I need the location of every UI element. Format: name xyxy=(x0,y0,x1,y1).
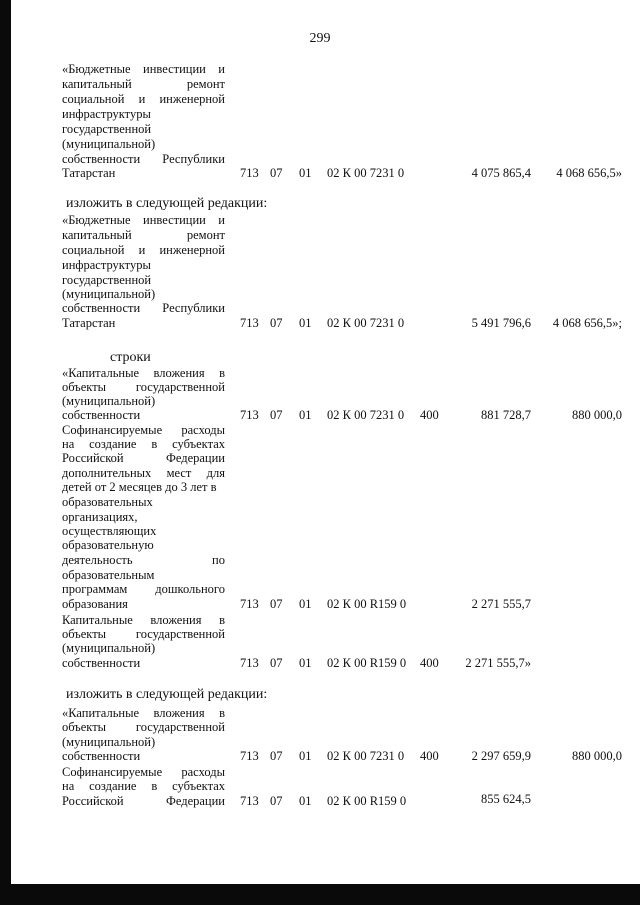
text-line: Татарстан xyxy=(62,316,116,330)
cell-target-article: 02 К 00 7231 0 xyxy=(327,749,405,763)
cell-section: 07 xyxy=(270,597,283,611)
cell-section: 07 xyxy=(270,656,283,670)
text-line: «Капитальные вложения в xyxy=(62,706,225,720)
cell-target-article: 02 К 00 R159 0 xyxy=(327,656,407,670)
text-line: на создание в субъектах xyxy=(62,779,225,793)
cell-subsection: 01 xyxy=(299,597,312,611)
cell-section: 07 xyxy=(270,166,283,180)
text-line: капитальный ремонт xyxy=(62,77,225,91)
cell-sum-year2: 880 000,0 xyxy=(572,408,622,422)
cell-target-article: 02 К 00 7231 0 xyxy=(327,166,405,180)
text-line: деятельность по xyxy=(62,553,225,567)
cell-subsection: 01 xyxy=(299,749,312,763)
text-line: «Бюджетные инвестиции и xyxy=(62,62,225,76)
text-line: (муниципальной) xyxy=(62,137,156,151)
cell-subsection: 01 xyxy=(299,408,312,422)
cell-expense-type: 400 xyxy=(420,408,439,422)
cell-section: 07 xyxy=(270,794,283,808)
text-line: Капитальные вложения в xyxy=(62,613,225,627)
cell-sum-year1: 4 075 865,4 xyxy=(471,166,531,180)
cell-sum-year2: 4 068 656,5» xyxy=(556,166,622,180)
cell-sum-year1: 5 491 796,6 xyxy=(471,316,531,330)
cell-subsection: 01 xyxy=(299,316,312,330)
cell-ministry-code: 713 xyxy=(240,316,259,330)
text-line: капитальный ремонт xyxy=(62,228,225,242)
text-line: собственности Республики xyxy=(62,301,225,315)
text-line: образования xyxy=(62,597,128,611)
cell-ministry-code: 713 xyxy=(240,794,259,808)
edit-instruction: изложить в следующей редакции: xyxy=(66,687,268,702)
text-line: Софинансируемые расходы xyxy=(62,765,225,779)
text-line: инфраструктуры xyxy=(62,107,151,121)
text-line: государственной xyxy=(62,122,152,136)
cell-target-article: 02 К 00 7231 0 xyxy=(327,316,405,330)
text-line: собственности xyxy=(62,749,141,763)
cell-section: 07 xyxy=(270,749,283,763)
text-line: объекты государственной xyxy=(62,627,225,641)
text-line: программам дошкольного xyxy=(62,582,225,596)
text-line: Российской Федерации xyxy=(62,794,225,808)
text-line: Российской Федерации xyxy=(62,451,225,465)
cell-ministry-code: 713 xyxy=(240,749,259,763)
edit-instruction: изложить в следующей редакции: xyxy=(66,196,268,211)
text-line: «Капитальные вложения в xyxy=(62,366,225,380)
text-line: собственности xyxy=(62,408,141,422)
text-line: (муниципальной) xyxy=(62,394,156,408)
cell-expense-type: 400 xyxy=(420,749,439,763)
scan-left-edge xyxy=(0,0,11,905)
cell-ministry-code: 713 xyxy=(240,597,259,611)
scan-bottom-edge xyxy=(0,884,640,905)
text-line: социальной и инженерной xyxy=(62,243,225,257)
text-line: (муниципальной) xyxy=(62,735,156,749)
text-line: (муниципальной) xyxy=(62,641,156,655)
text-line: (муниципальной) xyxy=(62,287,156,301)
text-line: на создание в субъектах xyxy=(62,437,225,451)
text-line: собственности Республики xyxy=(62,152,225,166)
text-line: Софинансируемые расходы xyxy=(62,423,225,437)
text-line: осуществляющих xyxy=(62,524,157,538)
text-line: инфраструктуры xyxy=(62,258,151,272)
cell-target-article: 02 К 00 7231 0 xyxy=(327,408,405,422)
text-line: дополнительных мест для xyxy=(62,466,225,480)
cell-section: 07 xyxy=(270,316,283,330)
cell-sum-year1: 881 728,7 xyxy=(481,408,531,422)
text-line: объекты государственной xyxy=(62,380,225,394)
cell-ministry-code: 713 xyxy=(240,166,259,180)
text-line: организациях, xyxy=(62,510,138,524)
cell-ministry-code: 713 xyxy=(240,656,259,670)
cell-sum-year2: 4 068 656,5»; xyxy=(552,316,622,330)
cell-sum-year1: 2 271 555,7» xyxy=(465,656,531,670)
text-line: детей от 2 месяцев до 3 лет в xyxy=(62,480,217,494)
cell-subsection: 01 xyxy=(299,794,312,808)
cell-sum-year1: 2 297 659,9 xyxy=(471,749,531,763)
text-line: «Бюджетные инвестиции и xyxy=(62,213,225,227)
cell-target-article: 02 К 00 R159 0 xyxy=(327,597,407,611)
text-line: социальной и инженерной xyxy=(62,92,225,106)
cell-ministry-code: 713 xyxy=(240,408,259,422)
page-number: 299 xyxy=(309,31,331,46)
rows-label: строки xyxy=(110,350,151,365)
cell-subsection: 01 xyxy=(299,166,312,180)
cell-sum-year2: 880 000,0 xyxy=(572,749,622,763)
text-line: образовательную xyxy=(62,538,154,552)
text-line: объекты государственной xyxy=(62,720,225,734)
text-line: образовательным xyxy=(62,568,155,582)
text-line: образовательных xyxy=(62,495,153,509)
text-line: Татарстан xyxy=(62,166,116,180)
cell-sum-year1: 2 271 555,7 xyxy=(471,597,531,611)
cell-section: 07 xyxy=(270,408,283,422)
cell-target-article: 02 К 00 R159 0 xyxy=(327,794,407,808)
text-line: государственной xyxy=(62,273,152,287)
cell-subsection: 01 xyxy=(299,656,312,670)
text-line: собственности xyxy=(62,656,141,670)
cell-sum-year1: 855 624,5 xyxy=(481,792,531,806)
cell-expense-type: 400 xyxy=(420,656,439,670)
